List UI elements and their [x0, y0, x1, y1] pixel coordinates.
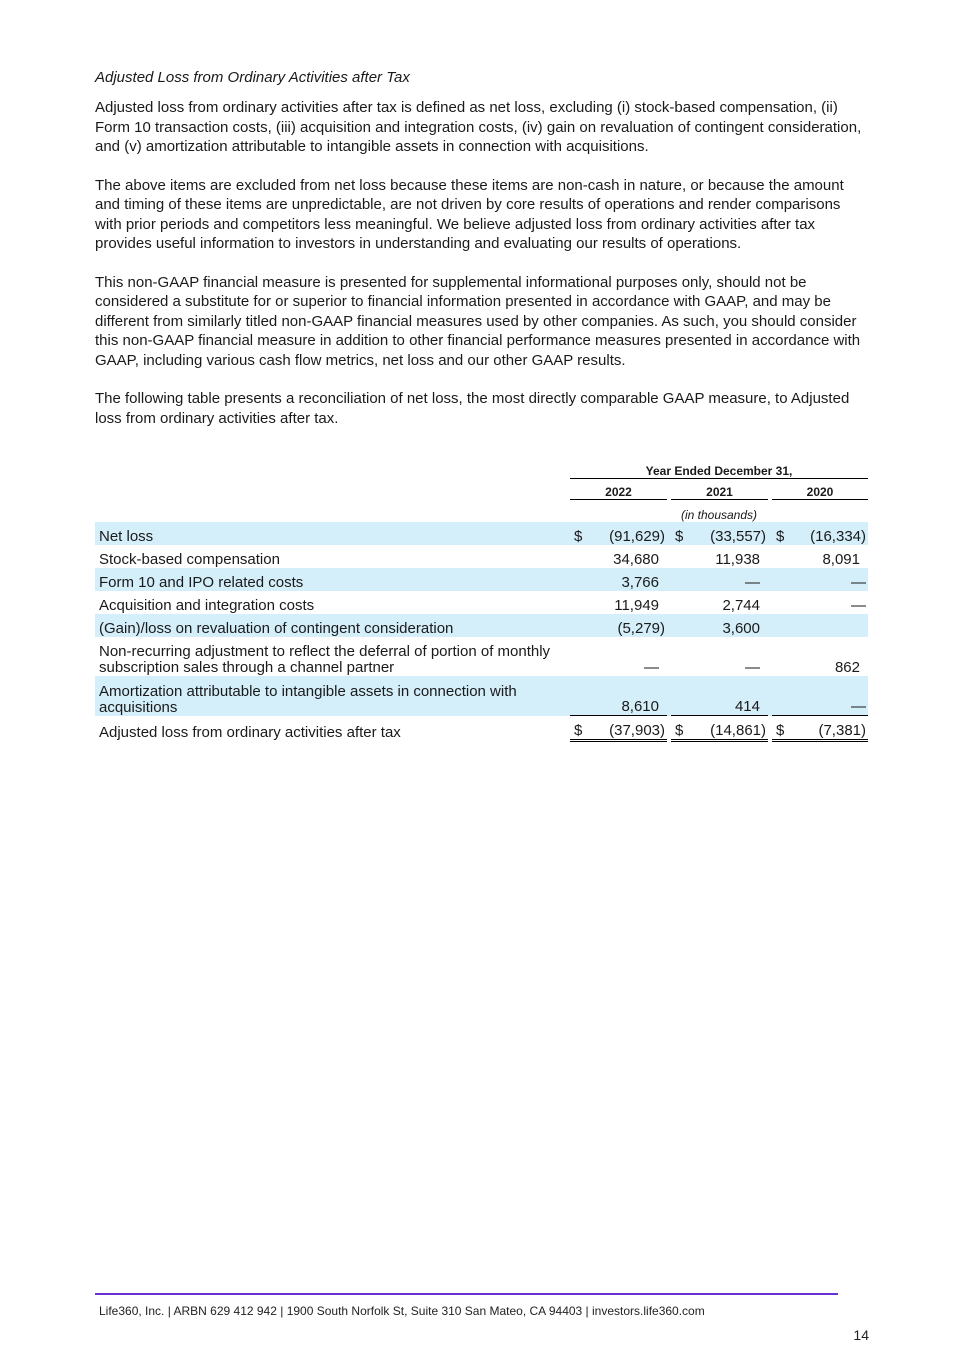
reconciliation-table: [95, 464, 868, 742]
year-header-2021: 2021: [671, 479, 768, 500]
value-2020: 8,091: [822, 551, 860, 568]
table-row: [95, 591, 868, 614]
value-2021: (14,861): [689, 716, 768, 741]
value-2021: —: [689, 568, 768, 591]
value-2022: 11,949: [614, 597, 659, 614]
value-2020: —: [790, 676, 868, 716]
paragraph-definition: Adjusted loss from ordinary activities after tax is defined as net loss, excluding (i) stock-based compensation, (ii) Form 10 transaction costs, (iii) acquisition and integration costs, (iv) gain on revaluation of contingent consideration, and (v) amortization attributable to intangible assets in connection with acquisitions.: [95, 99, 862, 155]
section-title: Adjusted Loss from Ordinary Activities after Tax: [95, 69, 410, 86]
value-2021: —: [745, 659, 760, 676]
row-label: (Gain)/loss on revaluation of contingent consideration: [95, 614, 570, 637]
year-header-2022: 2022: [570, 479, 667, 500]
currency-symbol: $: [671, 716, 689, 741]
period-header: Year Ended December 31,: [570, 464, 868, 479]
value-2021: 2,744: [722, 597, 760, 614]
page-number: 14: [853, 1327, 869, 1343]
currency-symbol: $: [570, 522, 588, 545]
value-2022: (37,903): [588, 716, 667, 741]
currency-symbol: $: [570, 716, 588, 741]
table-row: [95, 522, 868, 545]
table-row: [95, 637, 868, 676]
document-body: [95, 68, 870, 742]
value-2022: 8,610: [588, 676, 667, 716]
row-label: Adjusted loss from ordinary activities after tax: [99, 723, 401, 741]
row-label: Form 10 and IPO related costs: [95, 568, 570, 591]
footer-divider: [95, 1293, 838, 1295]
value-2020: 862: [834, 659, 860, 676]
paragraph-disclaimer: This non-GAAP financial measure is presented for supplemental informational purposes only, should not be considered a substitute for or superior to financial information presented in accordance with GAAP, and may be different from similarly titled non-GAAP financial measures used by other companies. As such, you should consider this non-GAAP financial measure in addition to other financial performance measures presented in accordance with GAAP, including various cash flow metrics, net loss and our other GAAP results.: [95, 273, 861, 369]
value-2022: (5,279): [588, 614, 667, 637]
footer-text: Life360, Inc. | ARBN 629 412 942 | 1900 South Norfolk St, Suite 310 San Mateo, CA 94403 | investors.life360.com: [99, 1304, 705, 1318]
value-2021: (33,557): [689, 522, 768, 545]
units-label: (in thousands): [680, 508, 758, 522]
value-2021: 414: [689, 676, 768, 716]
currency-symbol: $: [772, 522, 790, 545]
table-row: [95, 545, 868, 568]
currency-symbol: $: [772, 716, 790, 741]
row-label: Non-recurring adjustment to reflect the deferral of portion of monthly subscription sales through a channel partner: [99, 643, 551, 676]
table-row: [95, 676, 868, 716]
value-2020: [790, 614, 868, 637]
currency-symbol: $: [671, 522, 689, 545]
value-2020: (7,381): [790, 716, 868, 741]
value-2020: —: [790, 568, 868, 591]
table-row: [95, 568, 868, 591]
table-row: [95, 614, 868, 637]
year-header-2020: 2020: [772, 479, 868, 500]
value-2021: 11,938: [715, 551, 760, 568]
row-label: Amortization attributable to intangible assets in connection with acquisitions: [95, 676, 570, 716]
value-2022: 3,766: [588, 568, 667, 591]
paragraph-rationale: The above items are excluded from net loss because these items are non-cash in nature, or because the amount and timing of these items are unpredictable, are not driven by core results of operations and render comparisons with prior periods and competitors less meaningful. We believe adjusted loss from ordinary activities after tax provides useful information to investors in understanding and evaluating our results of operations.: [95, 176, 844, 252]
value-2020: —: [851, 597, 866, 614]
value-2022: (91,629): [588, 522, 667, 545]
value-2021: 3,600: [689, 614, 768, 637]
table-row-total: [95, 716, 868, 741]
paragraph-table-intro: The following table presents a reconciliation of net loss, the most directly comparable GAAP measure, to Adjusted loss from ordinary activities after tax.: [95, 390, 850, 427]
value-2022: —: [644, 659, 659, 676]
row-label: Acquisition and integration costs: [99, 597, 315, 614]
value-2020: (16,334): [790, 522, 868, 545]
row-label: Net loss: [95, 522, 570, 545]
value-2022: 34,680: [613, 551, 659, 568]
row-label: Stock-based compensation: [99, 551, 280, 568]
